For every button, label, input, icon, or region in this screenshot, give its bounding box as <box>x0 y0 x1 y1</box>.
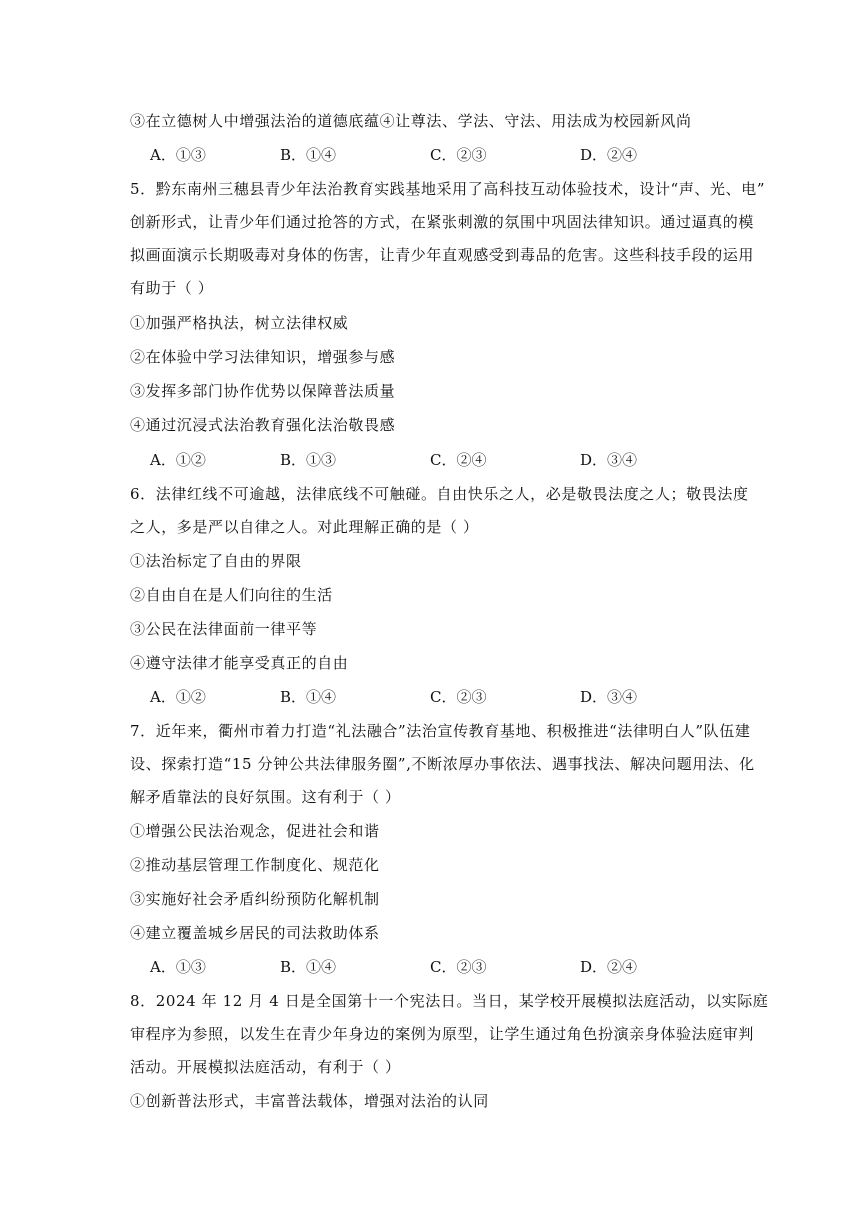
question-7-stem-line: 解矛盾靠法的良好氛围。这有利于（ ） <box>130 788 401 806</box>
question-8-stem-line: 8．2024 年 12 月 4 日是全国第十一个宪法日。当日，某学校开展模拟法庭活动，以实际庭 <box>130 992 769 1010</box>
question-8-stem-line: 活动。开展模拟法庭活动，有利于（ ） <box>130 1058 401 1076</box>
option-d: D．②④ <box>580 146 638 164</box>
question-8-stem-line: 审程序为参照，以发生在青少年身边的案例为原型，让学生通过角色扮演亲身体验法庭审判 <box>130 1025 755 1043</box>
question-6-item: ③公民在法律面前一律平等 <box>130 620 318 638</box>
question-5-item: ①加强严格执法，树立法律权威 <box>130 314 349 332</box>
question-6-item: ①法治标定了自由的界限 <box>130 552 302 570</box>
question-5-stem-line: 5．黔东南州三穗县青少年法治教育实践基地采用了高科技互动体验技术，设计“声、光、电” <box>130 180 766 198</box>
question-6-stem-line: 之人，多是严以自律之人。对此理解正确的是（ ） <box>130 518 479 536</box>
question-7-item: ②推动基层管理工作制度化、规范化 <box>130 856 380 874</box>
question-6-stem-line: 6．法律红线不可逾越，法律底线不可触碰。自由快乐之人，必是敬畏法度之人；敬畏法度 <box>130 485 749 503</box>
option-b: B．①④ <box>280 146 337 164</box>
option-a: A．①③ <box>150 958 206 976</box>
option-b: B．①④ <box>280 958 337 976</box>
question-5-stem-line: 有助于（ ） <box>130 279 214 297</box>
option-d: D．③④ <box>580 451 638 469</box>
question-6-options <box>150 687 750 707</box>
option-b: B．①③ <box>280 451 337 469</box>
question-5-options <box>150 450 750 470</box>
option-a: A．①② <box>150 688 206 706</box>
question-7-stem-line: 设、探索打造“15 分钟公共法律服务圈”,不断浓厚办事依法、遇事找法、解决问题用法、化 <box>130 755 755 773</box>
option-a: A．①③ <box>150 146 206 164</box>
question-7-item: ④建立覆盖城乡居民的司法救助体系 <box>130 924 380 942</box>
question-7-item: ③实施好社会矛盾纠纷预防化解机制 <box>130 890 380 908</box>
question-5-item: ②在体验中学习法律知识，增强参与感 <box>130 348 396 366</box>
prev-question-options <box>150 145 750 165</box>
question-8-item: ①创新普法形式，丰富普法载体，增强对法治的认同 <box>130 1092 489 1110</box>
question-5-item: ③发挥多部门协作优势以保障普法质量 <box>130 382 396 400</box>
question-7-options <box>150 957 750 977</box>
option-c: C．②④ <box>430 451 487 469</box>
question-7-stem-line: 7．近年来，衢州市着力打造“礼法融合”法治宣传教育基地、积极推进“法律明白人”队伍建 <box>130 722 751 740</box>
question-5-item: ④通过沉浸式法治教育强化法治敬畏感 <box>130 416 396 434</box>
option-b: B．①④ <box>280 688 337 706</box>
option-d: D．②④ <box>580 958 638 976</box>
option-c: C．②③ <box>430 688 487 706</box>
option-c: C．②③ <box>430 146 487 164</box>
option-a: A．①② <box>150 451 206 469</box>
question-6-item: ④遵守法律才能享受真正的自由 <box>130 654 349 672</box>
question-6-item: ②自由自在是人们向往的生活 <box>130 586 333 604</box>
option-c: C．②③ <box>430 958 487 976</box>
question-7-item: ①增强公民法治观念，促进社会和谐 <box>130 822 380 840</box>
question-5-stem-line: 拟画面演示长期吸毒对身体的伤害，让青少年直观感受到毒品的危害。这些科技手段的运用 <box>130 246 755 264</box>
option-d: D．③④ <box>580 688 638 706</box>
prev-question-item-line: ③在立德树人中增强法治的道德底蕴④让尊法、学法、守法、用法成为校园新风尚 <box>130 112 692 130</box>
question-5-stem-line: 创新形式，让青少年们通过抢答的方式，在紧张刺激的氛围中巩固法律知识。通过逼真的模 <box>130 213 755 231</box>
